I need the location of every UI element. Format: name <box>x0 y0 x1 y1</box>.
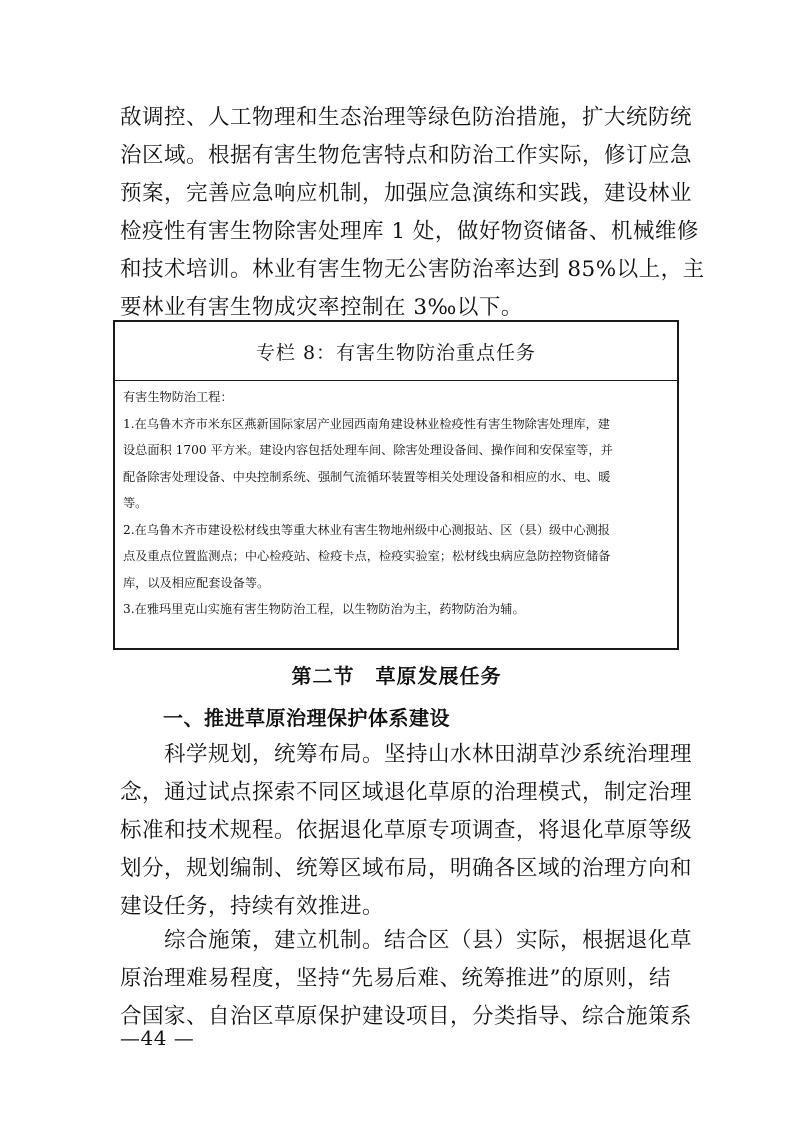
column-box <box>113 320 679 650</box>
paragraph-mechanism <box>120 922 693 1036</box>
paragraph-line: 合国家、自治区草原保护建设项目，分类指导、综合施策系 <box>120 1004 693 1029</box>
paragraph-line: 科学规划，统筹布局。坚持山水林田湖草沙系统治理理 <box>120 742 693 767</box>
column-box-body <box>123 384 669 623</box>
page-number: —44 — <box>120 1026 195 1050</box>
paragraph-line: 标准和技术规程。依据退化草原专项调查，将退化草原等级 <box>120 818 693 843</box>
paragraph-line: 划分，规划编制、统筹区域布局，明确各区域的治理方向和 <box>120 856 693 881</box>
paragraph-planning <box>120 736 693 926</box>
column-box-line: 设总面积 1700 平方米。建设内容包括处理车间、除害处理设备间、操作间和安保室等，并 <box>123 443 613 457</box>
intro-paragraph <box>120 99 705 327</box>
column-box-line: 点及重点位置监测点；中心检疫站、检疫卡点，检疫实验室；松材线虫病应急防控物资储备 <box>123 549 611 563</box>
paragraph-line: 敌调控、人工物理和生态治理等绿色防治措施，扩大统防统 <box>120 105 693 130</box>
paragraph-line: 念，通过试点探索不同区域退化草原的治理模式，制定治理 <box>120 780 693 805</box>
paragraph-line: 和技术培训。林业有害生物无公害防治率达到 85%以上，主 <box>120 257 705 282</box>
column-box-line: 配备除害处理设备、中央控制系统、强制气流循环装置等相关处理设备和相应的水、电、暖 <box>123 469 611 484</box>
paragraph-line: 预案，完善应急响应机制，加强应急演练和实践，建设林业 <box>120 181 693 206</box>
paragraph-line: 检疫性有害生物除害处理库 1 处，做好物资储备、机械维修 <box>120 219 699 244</box>
column-box-line: 2.在乌鲁木齐市建设松材线虫等重大林业有害生物地州级中心测报站、区（县）级中心测报 <box>123 522 610 537</box>
column-box-line: 3.在雅玛里克山实施有害生物防治工程，以生物防治为主，药物防治为辅。 <box>123 602 525 616</box>
column-box-title: 专栏 8：有害生物防治重点任务 <box>255 341 537 364</box>
paragraph-line: 治区域。根据有害生物危害特点和防治工作实际，修订应急 <box>120 143 693 168</box>
paragraph-line: 原治理难易程度，坚持“先易后难、统筹推进”的原则，结 <box>120 966 671 991</box>
column-box-line: 等。 <box>123 496 148 510</box>
section-title: 第二节 草原发展任务 <box>291 664 502 688</box>
paragraph-line: 综合施策，建立机制。结合区（县）实际，根据退化草 <box>120 928 693 953</box>
paragraph-line: 要林业有害生物成灾率控制在 3‰以下。 <box>120 295 523 320</box>
column-box-line: 库，以及相应配套设备等。 <box>123 575 270 590</box>
column-box-header <box>115 322 677 381</box>
column-box-line: 1.在乌鲁木齐市米东区燕新国际家居产业园西南角建设林业检疫性有害生物除害处理库，建 <box>123 416 610 431</box>
paragraph-line: 建设任务，持续有效推进。 <box>120 894 385 919</box>
column-box-line: 有害生物防治工程： <box>123 390 233 404</box>
subsection-title: 一、推进草原治理保护体系建设 <box>163 706 450 730</box>
